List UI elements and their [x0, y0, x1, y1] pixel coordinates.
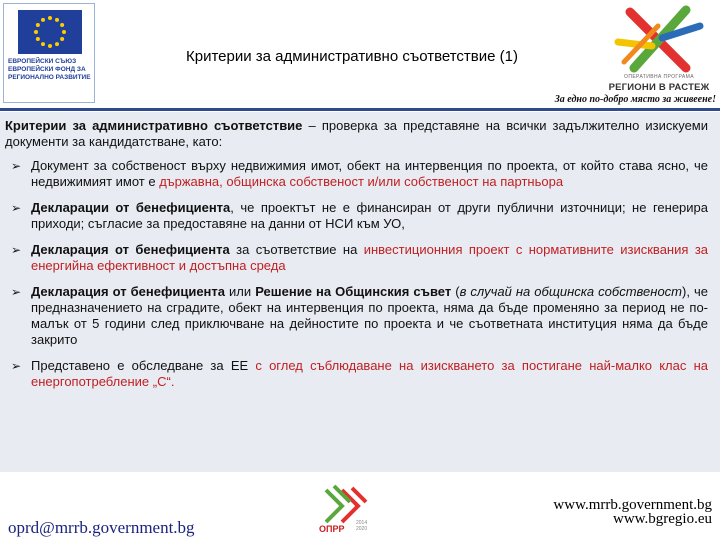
eu-star-icon: [62, 30, 66, 34]
eu-logo: [3, 3, 95, 103]
eu-flag-icon: [18, 10, 82, 54]
list-item: [5, 158, 708, 190]
item-text: (: [451, 284, 460, 299]
eu-text-line-2: ЕВРОПЕЙСКИ ФОНД ЗА: [8, 66, 86, 73]
eu-star-icon: [60, 37, 64, 41]
item-text: за съответствие на: [229, 242, 364, 257]
arrow-bullet-icon: ➢: [11, 159, 22, 173]
arrow-bullet-icon: ➢: [11, 359, 22, 373]
item-highlight: държавна, общинска собственост и/или собственост на партньора: [159, 174, 564, 189]
intro-text: – проверка за представяне на всички задължително изискуеми документи за кандидатстване, като:: [5, 118, 708, 149]
item-highlight: с оглед съблюдаване на изискването за постигане най-малко клас на енергопотребление „С“.: [31, 358, 708, 389]
contact-email[interactable]: oprd@mrrb.government.bg: [8, 518, 195, 537]
list-item: [5, 200, 708, 232]
content-box: [0, 112, 720, 472]
eu-text-line-3: РЕГИОНАЛНО РАЗВИТИЕ: [8, 74, 91, 81]
list-item: [5, 284, 708, 348]
slide-header: [0, 0, 720, 112]
list-item: [5, 358, 708, 390]
eu-logo-text: [8, 58, 92, 82]
eu-star-icon: [55, 42, 59, 46]
criteria-list: [5, 158, 708, 390]
eu-text-line-1: ЕВРОПЕЙСКИ СЪЮЗ: [8, 58, 77, 65]
item-highlight: инвестиционния проект с нормативните изисквания за енергийна ефективност и достъпна среда: [31, 242, 709, 273]
eu-star-icon: [55, 18, 59, 22]
item-bold: Декларации от бенефициента: [31, 200, 231, 215]
item-bold: Декларация от бенефициента: [31, 284, 225, 299]
slogan: За едно по-добро място за живеене!: [554, 94, 716, 105]
item-text: или: [225, 284, 256, 299]
website-link-bgregio[interactable]: www.bgregio.eu: [612, 511, 712, 527]
list-item: [5, 242, 708, 274]
eu-star-icon: [60, 23, 64, 27]
item-italic: в случай на общинска собственост: [459, 284, 682, 299]
eu-star-icon: [48, 16, 52, 20]
website-link-mrrb[interactable]: www.mrrb.government.bg: [553, 497, 712, 513]
header-divider: [0, 108, 720, 111]
arrow-bullet-icon: ➢: [11, 201, 22, 215]
item-bold: Решение на Общинския съвет: [255, 284, 452, 299]
item-text: , че проектът не е финансиран от други публични източници; не генерира приходи; съгласие за предоставяне на данни от НСИ към УО,: [31, 200, 708, 231]
arrow-bullet-icon: ➢: [11, 285, 22, 299]
oppr-year-start: 2014: [356, 520, 368, 526]
slide-footer: [0, 472, 720, 540]
oppr-year-end: 2020: [356, 526, 368, 532]
eu-star-icon: [36, 23, 40, 27]
item-text: ), че предназначението на сградите, обект на интервенция по проекта, няма да бъде променяно за период не по-малък от 5 години след приключване на дейностите по проекта и че съответната институция няма да бъде закрито: [31, 284, 708, 347]
program-caption: ОПЕРАТИВНА ПРОГРАМА: [624, 74, 694, 80]
eu-star-icon: [48, 44, 52, 48]
program-name: РЕГИОНИ В РАСТЕЖ: [608, 82, 710, 93]
intro-paragraph: [5, 118, 708, 150]
intro-bold: Критерии за административно съответствие: [5, 118, 303, 133]
website-links: [553, 498, 712, 526]
item-text: Документ за собственост върху недвижимия имот, обект на интервенция по проекта, от който става ясно, че недвижимият имот е: [31, 158, 708, 189]
item-text: Представено е обследване за ЕЕ: [31, 358, 256, 373]
oppr-label: ОПРР: [319, 524, 345, 534]
eu-star-icon: [41, 42, 45, 46]
oppr-years: [356, 520, 367, 532]
eu-star-icon: [41, 18, 45, 22]
eu-star-icon: [34, 30, 38, 34]
eu-star-icon: [36, 37, 40, 41]
arrow-bullet-icon: ➢: [11, 243, 22, 257]
item-bold: Декларация от бенефициента: [31, 242, 230, 257]
slide-title: Критерии за административно съответствие (1): [185, 48, 518, 65]
